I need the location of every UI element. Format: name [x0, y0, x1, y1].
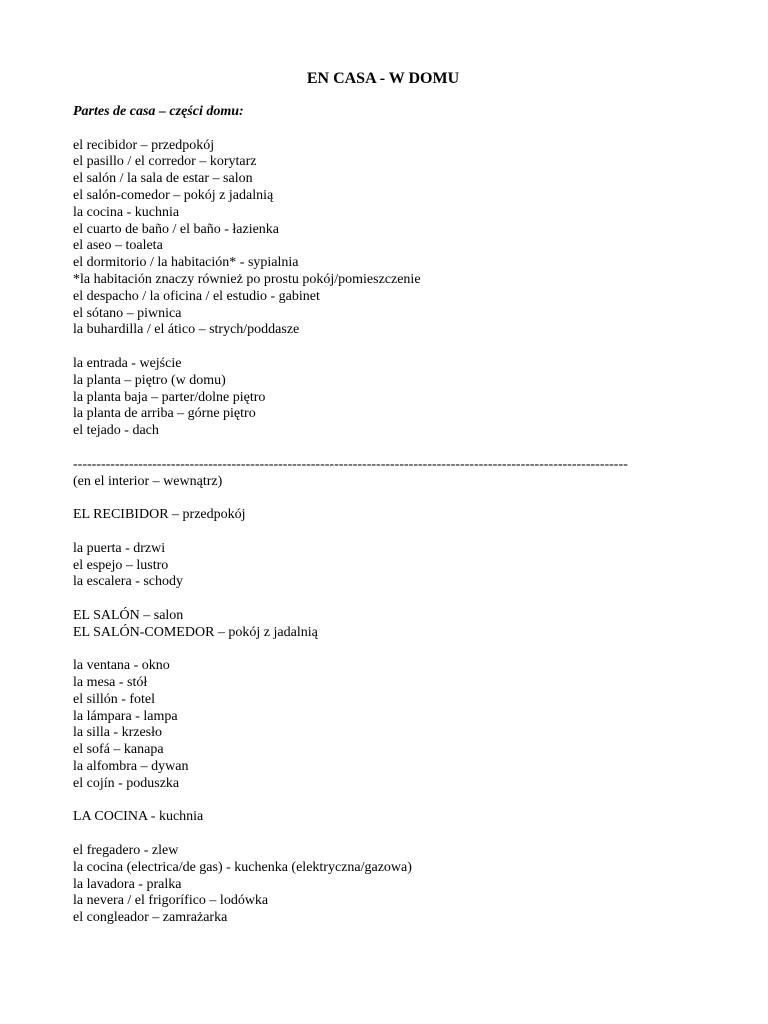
list-item: el sillón - fotel	[73, 691, 156, 707]
list-item: la ventana - okno	[73, 658, 170, 674]
list-item: el cuarto de baño / el baño - łazienka	[73, 221, 280, 237]
spacer	[73, 793, 713, 810]
spacer	[73, 440, 713, 457]
list-item: la planta – piętro (w domu)	[73, 372, 226, 388]
recibidor-list	[73, 541, 713, 591]
interior-label: (en el interior – wewnątrz)	[73, 473, 223, 489]
list-item: la alfombra – dywan	[73, 759, 189, 775]
document-title: EN CASA - W DOMU	[306, 70, 460, 87]
dashed-divider: -----------------------------------------------------------------------------------------------------------------------	[73, 456, 628, 472]
list-item: el sofá – kanapa	[73, 742, 164, 758]
list-item: la lavadora - pralka	[73, 876, 182, 892]
list-item: la entrada - wejście	[73, 355, 182, 371]
list-item: la cocina (electrica/de gas) - kuchenka (elektryczna/gazowa)	[73, 859, 412, 875]
spacer	[73, 642, 713, 659]
spacer	[73, 826, 713, 843]
salon-comedor-heading: EL SALÓN-COMEDOR – pokój z jadalnią	[73, 624, 318, 640]
list-item: el fregadero - zlew	[73, 843, 179, 859]
floors-list	[73, 356, 713, 440]
list-item: el pasillo / el corredor – korytarz	[73, 154, 257, 170]
list-item: el cojín - poduszka	[73, 775, 180, 791]
list-item: la planta baja – parter/dolne piętro	[73, 389, 266, 405]
list-item: la nevera / el frigorífico – lodówka	[73, 893, 269, 909]
list-item: la lámpara - lampa	[73, 708, 178, 724]
list-item: el sótano – piwnica	[73, 305, 182, 321]
cocina-heading: LA COCINA - kuchnia	[73, 809, 204, 825]
list-item: la puerta - drzwi	[73, 540, 166, 556]
parts-list	[73, 138, 713, 340]
list-item: el congleador – zamrażarka	[73, 910, 228, 926]
spacer	[73, 339, 713, 356]
recibidor-heading: EL RECIBIDOR – przedpokój	[73, 507, 246, 523]
list-item: el salón-comedor – pokój z jadalnią	[73, 187, 274, 203]
list-item: la escalera - schody	[73, 574, 183, 590]
list-item: el recibidor – przedpokój	[73, 137, 215, 153]
list-item: el tejado - dach	[73, 423, 159, 439]
list-item: *la habitación znaczy również po prostu pokój/pomieszczenie	[73, 271, 421, 287]
salon-list	[73, 658, 713, 792]
list-item: el dormitorio / la habitación* - sypialnia	[73, 255, 299, 271]
list-item: el salón / la sala de estar – salon	[73, 171, 253, 187]
spacer	[73, 524, 713, 541]
list-item: el espejo – lustro	[73, 557, 169, 573]
list-item: la mesa - stół	[73, 675, 148, 691]
parts-heading: Partes de casa – części domu:	[73, 104, 244, 119]
list-item: el aseo – toaleta	[73, 238, 163, 254]
spacer	[73, 591, 713, 608]
list-item: la silla - krzesło	[73, 725, 163, 741]
list-item: la cocina - kuchnia	[73, 204, 180, 220]
spacer	[73, 490, 713, 507]
list-item: la buhardilla / el ático – strych/poddasze	[73, 322, 300, 338]
salon-heading: EL SALÓN – salon	[73, 607, 184, 623]
list-item: la planta de arriba – górne piętro	[73, 406, 256, 422]
spacer	[73, 121, 713, 138]
cocina-list	[73, 843, 713, 927]
list-item: el despacho / la oficina / el estudio - gabinet	[73, 288, 320, 304]
document-page	[73, 68, 713, 927]
